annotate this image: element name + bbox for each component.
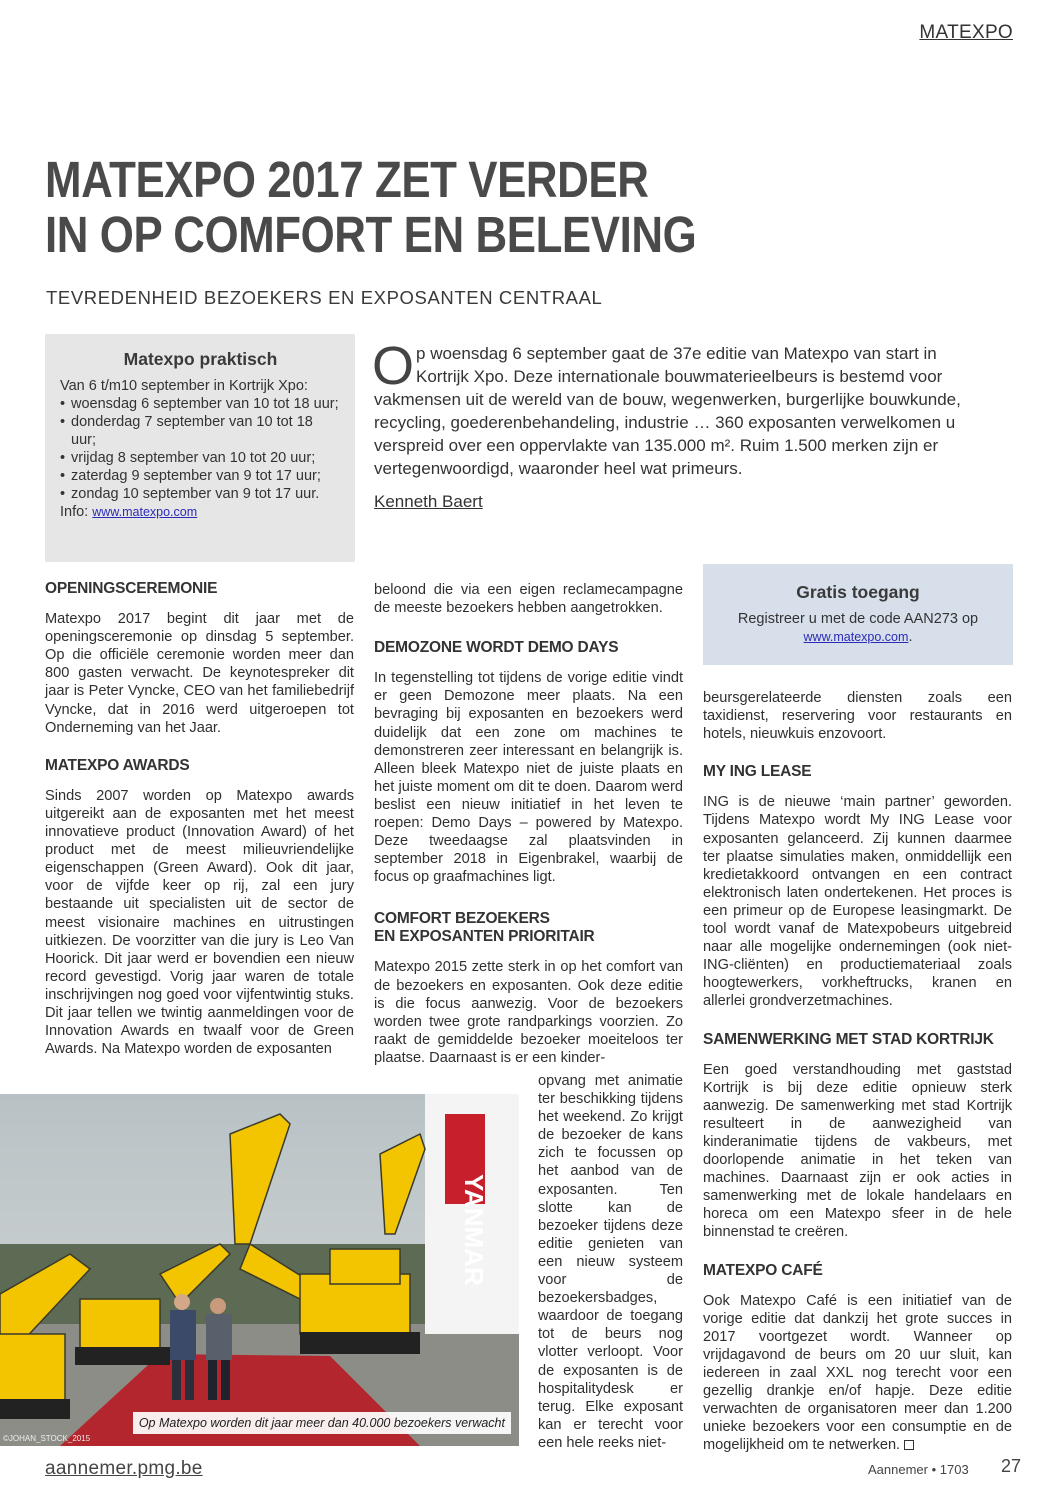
article-intro: [372, 336, 978, 480]
schedule-item: • zondag 10 september van 9 tot 17 uur.: [60, 485, 341, 503]
column-3: [703, 689, 1012, 1474]
free-access-box: [703, 564, 1013, 665]
paragraph-cafe-text: Ook Matexpo Café is een initiatief van de vorige editie dat dankzij het grote succes in 2017 voortgezet wordt. Wanneer op vrijdagavond de beurs om 20 uur sluit, kan iedereen in zaal XXL nog terecht voor een gezellig drankje en/of hapje. Deze editie verwachten de organisatoren meer dan 1.200 unieke bezoekers voor een consumptie en de mogelijkheid om te netwerken.: [703, 1292, 1012, 1454]
schedule-item: • vrijdag 8 september van 10 tot 20 uur;: [60, 449, 341, 467]
paragraph-comfort-narrow: opvang met animatie ter beschikking tijdens het weekend. Zo krijgt de bezoeker de kans zich te focussen op het aanbod van de exposanten. Ten slotte kan de bezoeker tijdens deze editie genieten van een nieuw systeem voor de bezoekersbadges, waardoor de toegang tot de beurs nog vlotter verloopt. Voor de exposanten is de hospitalitydesk er terug. Elke exposant kan er terecht voor een hele reeks niet-: [538, 1073, 683, 1451]
paragraph-awards-continued: beloond die via een eigen reclamecampagne de meeste bezoekers hebben aangetrokken.: [374, 582, 683, 617]
article-title: [45, 152, 819, 262]
footer-site-link[interactable]: aannemer.pmg.be: [45, 1458, 203, 1479]
matexpo-link[interactable]: www.matexpo.com: [92, 505, 198, 519]
heading-comfort-line2: EN EXPOSANTEN PRIORITAIR: [374, 928, 595, 946]
photo-brand-text: YANMAR: [459, 1174, 489, 1286]
heading-comfort-line1: COMFORT BEZOEKERS: [374, 910, 550, 928]
paragraph-comfort: Matexpo 2015 zette sterk in op het comfort van de bezoekers en exposanten. Ook deze editie is die focus aanwezig. Voor de bezoekers worden twee grote randparkings voorzien. Zo raakt de gemiddelde bezoeker moeiteloos ter plaatse. Daarnaast is er een kinder-: [374, 959, 683, 1066]
info-line: [60, 503, 341, 521]
drop-cap: O: [372, 336, 415, 396]
photo-caption: Op Matexpo worden dit jaar meer dan 40.000 bezoekers verwacht: [133, 1412, 511, 1434]
heading-comfort: [374, 910, 683, 946]
paragraph-cafe: [703, 1292, 1012, 1455]
column-2: [374, 581, 683, 1087]
paragraph-demo: In tegenstelling tot tijdens de vorige editie vindt er geen Demozone meer plaats. Na een bevraging bij exposanten en bezoekers werd duidelijk dat een zone om machines te demonstreren zeer interessant en belangrijk is. Alleen bleek Matexpo niet de juiste plaats en het juiste moment om dit te doen. Daarom werd beslist een nieuw initiatief in het leven te roepen: Demo Days – powered by Matexpo. Deze tweedaagse zal plaatsvinden in september 2018 in Eigenbrakel, waarbij de focus op graafmachines ligt.: [374, 670, 683, 886]
paragraph-ing: ING is de nieuwe ‘main partner’ geworden. Tijdens Matexpo wordt My ING Lease voor exposanten gelanceerd. Zij kunnen daarmee ter plaatse simulaties maken, onmiddellijk een kredietakkoord ontvangen en een contract elektronisch laten ondertekenen. Het proces is een primeur op de Europese leasingmarkt. De tool wordt vanaf de Matexpobeurs uitgebreid naar alle mogelijke ondernemingen (ook niet-ING-cliënten) en productiemateriaal zoals hoogtewerkers, vorkheftrucks, kranen en allerlei grondverzetmachines.: [703, 794, 1012, 1010]
article-title-line1: MATEXPO 2017 ZET VERDER: [45, 151, 649, 208]
paragraph-opening: Matexpo 2017 begint dit jaar met de openingsceremonie op dinsdag 5 september. Op die officiële ceremonie worden meer dan 800 gasten verwacht. De keynotespreker dit jaar is Peter Vyncke, CEO van het familiebedrijf Vyncke, dat in 2016 werd uitgeroepen tot Onderneming van het Jaar.: [45, 611, 354, 736]
author-byline: Kenneth Baert: [374, 492, 483, 511]
paragraph-comfort-continued: beursgerelateerde diensten zoals een taxidienst, reservering voor restaurants en hotels, nieuwkuis enzovoort.: [703, 690, 1012, 743]
heading-ing: MY ING LEASE: [703, 763, 812, 781]
article-subtitle: TEVREDENHEID BEZOEKERS EN EXPOSANTEN CENTRAAL: [46, 287, 603, 308]
free-box-link-suffix: .: [908, 629, 913, 645]
photo-illustration: [0, 1094, 519, 1446]
schedule-item: • woensdag 6 september van 10 tot 18 uur;: [60, 395, 341, 413]
schedule-item: • zaterdag 9 september van 9 tot 17 uur;: [60, 467, 341, 485]
heading-cafe: MATEXPO CAFÉ: [703, 1261, 823, 1279]
info-label: Info:: [60, 504, 89, 520]
free-box-text: Registreer u met de code AAN273 op: [737, 611, 979, 627]
heading-opening: OPENINGSCEREMONIE: [45, 580, 218, 597]
column-1: [45, 580, 354, 1078]
paragraph-awards: Sinds 2007 worden op Matexpo awards uitgereikt aan de exposanten met het meest innovatieve product (Innovation Award) of het product met de meest milieuvriendelijke eigenschappen (Green Award). Ook dit jaar, voor de vijfde keer op rij, zal een jury bestaande uit specialisten uit de sector de meest visionaire machines en uitrustingen uitkiezen. De voorzitter van die jury is Leo Van Hoorick. Dit jaar werd er bovendien een nieuw record gevestigd. Vorig jaar waren de totale inschrijvingen nog goed voor vijfentwintig stuks. Dit jaar tellen we twintig aanmeldingen voor de Innovation Awards en twaalf voor de Green Awards. Na Matexpo worden de exposanten: [45, 787, 354, 1058]
practical-box-title: Matexpo praktisch: [123, 349, 278, 369]
photo-credit: ©JOHAN_STOCK_2015: [3, 1434, 91, 1443]
footer-magazine-issue: Aannemer • 1703: [868, 1462, 969, 1477]
end-mark-icon: [904, 1440, 914, 1450]
practical-info-box: [45, 334, 355, 562]
section-tag: MATEXPO: [919, 22, 1013, 43]
heading-awards: MATEXPO AWARDS: [45, 756, 190, 774]
practical-box-intro: Van 6 t/m10 september in Kortrijk Xpo:: [60, 378, 308, 394]
schedule-list: [60, 395, 341, 503]
page-number: 27: [1001, 1456, 1022, 1476]
heading-demo: DEMOZONE WORDT DEMO DAYS: [374, 639, 619, 657]
schedule-item: • donderdag 7 september van 10 tot 18 uur;: [60, 413, 341, 449]
heading-kortrijk: SAMENWERKING MET STAD KORTRIJK: [703, 1030, 994, 1048]
free-box-title: Gratis toegang: [796, 582, 920, 602]
article-title-line2: IN OP COMFORT EN BELEVING: [45, 206, 697, 263]
intro-text: p woensdag 6 september gaat de 37e editie van Matexpo van start in Kortrijk Xpo. Deze internationale bouwmaterieelbeurs is bestemd voor vakmensen uit de wereld van de bouw, wegenwerken, burgerlijke bouwkunde, recycling, goederenbehandeling, industrie … 360 exposanten verwelkomen u verspreid over een oppervlakte van 135.000 m². Ruim 1.500 merken zijn er vertegenwoordigd, waaronder heel wat primeurs.: [374, 344, 961, 478]
paragraph-kortrijk: Een goed verstandhouding met gaststad Kortrijk is bij deze editie opnieuw sterk aanwezig. De samenwerking met stad Kortrijk resulteert in de aanwezigheid van kinderanimatie tijdens de vakbeurs, met doorlopende animatie in het teken van machines. Daarnaast zijn er ook acties in samenwerking met de lokale handelaars en horeca om een Matexpo sfeer in de hele binnenstad te creëren.: [703, 1061, 1012, 1241]
free-box-link[interactable]: www.matexpo.com: [803, 630, 909, 644]
exhibition-photo: [0, 1094, 519, 1446]
